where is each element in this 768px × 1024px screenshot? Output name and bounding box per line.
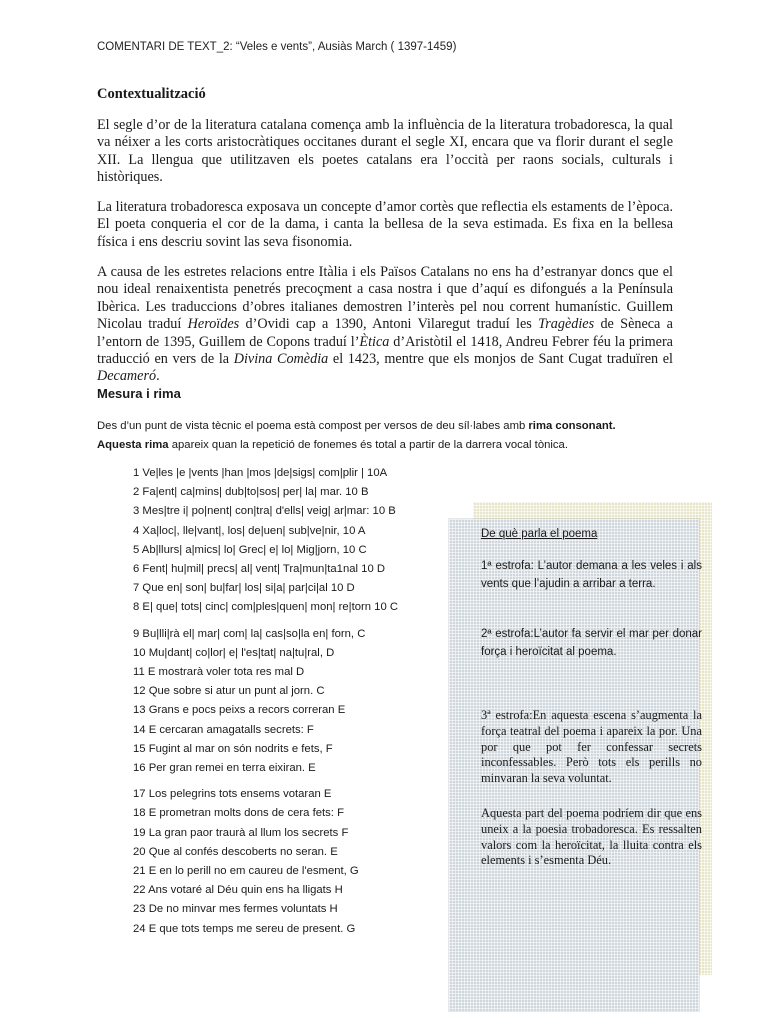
paragraph-segle-dor: El segle d’or de la literatura catalana comença amb la influència de la literatura trobadoresca, la qual va néixer a les corts aristocràtiques occitanes durant el segle XI, encara que va florir durant el segle XII. La llengua que utilitzaven els poetes catalans era l’occità per raons socials, culturals i històriques. (97, 117, 673, 186)
intro-text: apareix quan la repetició de fonemes és total a partir de la darrera vocal tònica. (168, 439, 568, 451)
poem-verses (133, 464, 433, 939)
paragraph-literatura-trobadoresca: La literatura trobadoresca exposava un concepte d’amor cortès que reflectia els estaments de l’època. El poeta conqueria el cor de la dama, i canta la bellesa de la seva estimada. Es fixa en la bellesa física i ens descriu sovint las seva fisonomia. (97, 199, 673, 250)
verse-line: 19 La gran paor traurà al llum los secrets F (133, 826, 349, 839)
text-run: el 1423, mentre que els monjos de Sant Cugat traduïren el (328, 351, 673, 368)
verse-line: 12 Que sobre si atur un punt al jorn. C (133, 685, 325, 698)
title-tragedies: Tragèdies (538, 316, 595, 333)
verse-line: 9 Bu|lli|rà el| mar| com| la| cas|so|la en| forn, C (133, 627, 366, 640)
verse-line: 5 Ab|llurs| a|mics| lo| Grec| e| lo| Mig|jorn, 10 C (133, 543, 367, 556)
intro-text: Des d’un punt de vista tècnic el poema està compost per versos de deu síl·labes amb (97, 420, 529, 432)
title-heroides: Heroïdes (187, 316, 240, 333)
verse-line: 24 E que tots temps me sereu de present. G (133, 922, 356, 935)
text-run: . (156, 368, 160, 385)
verse-line: 1 Ve|les |e |vents |han |mos |de|sigs| com|plir | 10A (133, 467, 388, 479)
verse-line: 20 Que al confés descoberts no seran. E (133, 845, 338, 858)
verse-line: 18 E prometran molts dons de cera fets: F (133, 807, 344, 820)
document-header: COMENTARI DE TEXT_2: “Veles e vents”, Ausiàs March ( 1397-1459) (97, 41, 457, 53)
verse-line: 8 E| que| tots| cinc| com|ples|quen| mon| re|torn 10 C (133, 601, 399, 614)
sidebox-title: De què parla el poema (481, 528, 598, 540)
title-etica: Ètica (359, 333, 390, 350)
verse-line: 7 Que en| son| bu|far| los| si|a| par|ci|al 10 D (133, 582, 355, 595)
verse-line: 4 Xa|loc|, lle|vant|, los| de|uen| sub|ve|nir, 10 A (133, 524, 366, 537)
text-run: A causa de les estretes relacions entre Itàlia i els Països Catalans no ens ha d’estranyar doncs que el nou ideal renaixentista penetrés precoçment a casa nostra i que d’aquí es difongués a la Península Ibèrica. Les traduccions d’obres italianes demostren l’interès pel nou corrent humanístic. Guillem Nicolau traduí (97, 264, 673, 333)
verse-line: 13 Grans e pocs peixs a recors correran E (133, 704, 346, 717)
verse-line: 3 Mes|tre i| po|nent| con|tra| d'ells| veig| ar|mar: 10 B (133, 505, 396, 518)
verse-line: 17 Los pelegrins tots ensems votaran E (133, 788, 332, 801)
sidebox-estrofa-2: 2ª estrofa:L’autor fa servir el mar per donar força i heroïcitat al poema. (481, 628, 702, 658)
title-decamero: Decameró (97, 368, 157, 385)
verse-line: 16 Per gran remei en terra eixiran. E (133, 762, 316, 775)
verse-line: 10 Mu|dant| co|lor| e| l'es|tat| na|tu|ral, D (133, 646, 335, 659)
heading-mesura-rima: Mesura i rima (97, 386, 181, 401)
intro-bold-aquesta-rima: Aquesta rima (97, 439, 169, 451)
verse-line: 21 E en lo perill no em caureu de l'esment, G (133, 865, 359, 878)
paragraph-renaixement (97, 264, 673, 386)
text-run: d’Ovidi cap a 1390, Antoni Vilaregut traduí les (239, 316, 539, 333)
verse-line: 2 Fa|ent| ca|mins| dub|to|sos| per| la| mar. 10 B (133, 486, 369, 499)
verse-line: 14 E cercaran amagatalls secrets: F (133, 723, 314, 736)
sidebox-estrofa-1: 1ª estrofa: L’autor demana a les veles i als vents que l’ajudin a arribar a terra. (481, 560, 702, 590)
title-divina-comedia: Divina Comèdia (233, 351, 329, 368)
intro-bold-rima-consonant: rima consonant. (528, 420, 616, 432)
sidebox-conclusio: Aquesta part del poema podríem dir que ens uneix a la poesia trobadoresca. Es ressalten valors com la heroïcitat, la lluita contra els elements i s’esmenta Déu. (481, 806, 702, 868)
verse-line: 6 Fent| hu|mil| precs| al| vent| Tra|mun|ta1nal 10 D (133, 563, 386, 576)
sidebox-estrofa-3: 3ª estrofa:En aquesta escena s’augmenta la força teatral del poema i apareix la por. Una por que pot fer confessar secrets inconfessables. Però tots els perills no minvaran la seva voluntat. (481, 708, 702, 786)
verse-line: 15 Fugint al mar on són nodrits e fets, F (133, 742, 333, 755)
mesura-intro (97, 417, 677, 455)
text-run: de Sèneca a l’entorn de 1395, Guillem de Copons traduí l’ (97, 316, 673, 350)
verse-line: 11 E mostrarà voler tota res mal D (133, 666, 305, 679)
verse-line: 23 De no minvar mes fermes voluntats H (133, 903, 338, 916)
verse-line: 22 Ans votaré al Déu quin ens ha lligats H (133, 884, 343, 897)
heading-contextualitzacio: Contextualització (97, 86, 206, 102)
text-run: d’Aristòtil el 1418, Andreu Febrer féu la primera traducció en vers de la (97, 333, 673, 368)
